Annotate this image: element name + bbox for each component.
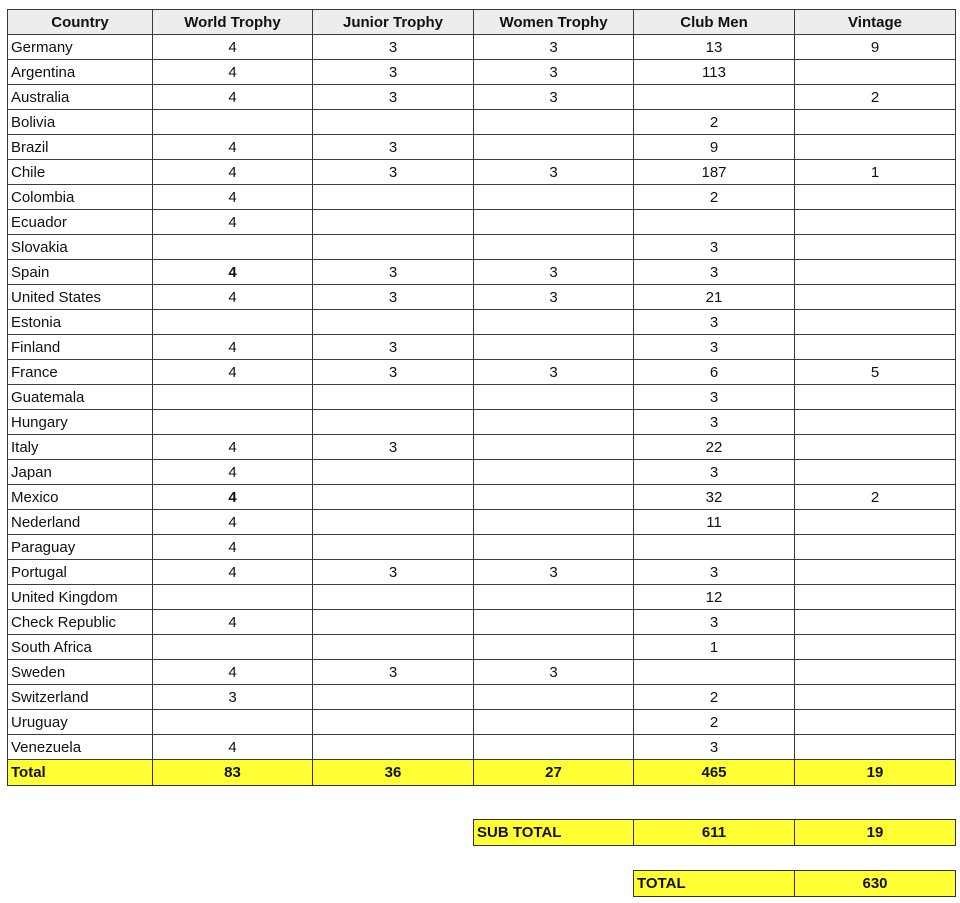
cell-women-trophy [474,385,634,410]
cell-club-men: 22 [634,435,795,460]
cell-country: Chile [8,160,153,185]
table-row [8,660,956,685]
table-row [8,260,956,285]
cell-country: Slovakia [8,235,153,260]
cell-country: Check Republic [8,610,153,635]
cell-world-trophy [153,310,313,335]
subtotal-club-men: 611 [634,820,795,846]
cell-club-men: 13 [634,35,795,60]
cell-women-trophy: 3 [474,660,634,685]
cell-world-trophy: 4 [153,660,313,685]
cell-vintage: 1 [795,160,956,185]
table-row [8,310,956,335]
cell-junior-trophy [313,485,474,510]
cell-junior-trophy: 3 [313,435,474,460]
cell-world-trophy: 4 [153,285,313,310]
table-row [8,35,956,60]
total-club-men: 465 [634,760,795,786]
cell-country: Finland [8,335,153,360]
cell-junior-trophy [313,735,474,760]
cell-country: Australia [8,85,153,110]
cell-country: Spain [8,260,153,285]
table-row [8,210,956,235]
cell-junior-trophy: 3 [313,135,474,160]
cell-club-men [634,210,795,235]
cell-country: Colombia [8,185,153,210]
table-row [8,510,956,535]
table-row [8,710,956,735]
cell-vintage [795,635,956,660]
cell-country: Portugal [8,560,153,585]
table-row [8,110,956,135]
cell-country: Venezuela [8,735,153,760]
cell-world-trophy: 4 [153,60,313,85]
grand-total-label: TOTAL [634,871,795,897]
table-row [8,460,956,485]
cell-women-trophy [474,185,634,210]
cell-junior-trophy [313,635,474,660]
table-row [8,160,956,185]
cell-junior-trophy: 3 [313,360,474,385]
table-row [8,60,956,85]
cell-women-trophy [474,335,634,360]
cell-country: Ecuador [8,210,153,235]
cell-junior-trophy: 3 [313,85,474,110]
cell-women-trophy [474,735,634,760]
cell-vintage [795,385,956,410]
total-vintage: 19 [795,760,956,786]
cell-women-trophy: 3 [474,35,634,60]
cell-junior-trophy: 3 [313,260,474,285]
subtotal-vintage: 19 [795,820,956,846]
cell-club-men: 3 [634,260,795,285]
cell-club-men: 3 [634,610,795,635]
cell-vintage: 2 [795,485,956,510]
cell-women-trophy [474,635,634,660]
cell-country: United Kingdom [8,585,153,610]
cell-women-trophy [474,435,634,460]
total-junior-trophy: 36 [313,760,474,786]
cell-world-trophy [153,410,313,435]
cell-vintage [795,510,956,535]
cell-world-trophy: 4 [153,610,313,635]
cell-vintage [795,335,956,360]
cell-junior-trophy: 3 [313,560,474,585]
cell-club-men [634,660,795,685]
table-row [8,435,956,460]
cell-junior-trophy: 3 [313,160,474,185]
cell-junior-trophy [313,410,474,435]
cell-country: Mexico [8,485,153,510]
cell-club-men: 11 [634,510,795,535]
cell-women-trophy [474,235,634,260]
table-row [8,360,956,385]
subtotal-row [474,820,956,846]
cell-club-men: 3 [634,385,795,410]
table-row [8,285,956,310]
subtotal-label: SUB TOTAL [474,820,634,846]
header-club-men: Club Men [634,10,795,35]
cell-vintage: 5 [795,360,956,385]
cell-country: Paraguay [8,535,153,560]
cell-country: Japan [8,460,153,485]
cell-club-men: 3 [634,735,795,760]
cell-vintage [795,560,956,585]
table-row [8,635,956,660]
cell-world-trophy: 4 [153,735,313,760]
cell-women-trophy: 3 [474,285,634,310]
cell-country: Bolivia [8,110,153,135]
header-country: Country [8,10,153,35]
cell-world-trophy: 4 [153,335,313,360]
cell-women-trophy [474,685,634,710]
cell-world-trophy: 4 [153,360,313,385]
cell-world-trophy [153,235,313,260]
cell-club-men: 2 [634,685,795,710]
cell-club-men: 3 [634,410,795,435]
cell-junior-trophy [313,710,474,735]
cell-women-trophy: 3 [474,160,634,185]
cell-junior-trophy [313,385,474,410]
cell-women-trophy [474,535,634,560]
cell-country: Nederland [8,510,153,535]
cell-world-trophy: 4 [153,35,313,60]
table-row [8,485,956,510]
table-row [8,235,956,260]
cell-world-trophy: 4 [153,160,313,185]
cell-women-trophy [474,710,634,735]
cell-world-trophy: 4 [153,435,313,460]
cell-world-trophy: 4 [153,535,313,560]
cell-club-men: 3 [634,235,795,260]
cell-junior-trophy [313,460,474,485]
cell-world-trophy [153,585,313,610]
table-row [8,335,956,360]
cell-club-men [634,85,795,110]
cell-country: Guatemala [8,385,153,410]
cell-country: Hungary [8,410,153,435]
cell-junior-trophy [313,585,474,610]
cell-country: France [8,360,153,385]
cell-world-trophy: 4 [153,85,313,110]
cell-vintage [795,710,956,735]
cell-junior-trophy [313,185,474,210]
cell-women-trophy: 3 [474,360,634,385]
cell-club-men: 1 [634,635,795,660]
cell-country: Germany [8,35,153,60]
table-row [8,135,956,160]
total-women-trophy: 27 [474,760,634,786]
cell-world-trophy [153,110,313,135]
cell-women-trophy [474,110,634,135]
cell-world-trophy: 4 [153,210,313,235]
cell-junior-trophy [313,510,474,535]
cell-women-trophy [474,610,634,635]
cell-world-trophy: 4 [153,185,313,210]
cell-club-men: 3 [634,460,795,485]
cell-women-trophy: 3 [474,560,634,585]
participation-table [7,9,956,786]
cell-junior-trophy [313,110,474,135]
cell-vintage [795,210,956,235]
table-row [8,610,956,635]
cell-club-men: 2 [634,110,795,135]
cell-club-men: 12 [634,585,795,610]
cell-club-men: 3 [634,560,795,585]
cell-junior-trophy [313,310,474,335]
cell-junior-trophy [313,210,474,235]
cell-country: Uruguay [8,710,153,735]
cell-world-trophy [153,385,313,410]
cell-club-men: 6 [634,360,795,385]
cell-club-men: 9 [634,135,795,160]
total-world-trophy: 83 [153,760,313,786]
cell-club-men: 2 [634,185,795,210]
table-row [8,185,956,210]
cell-country: Italy [8,435,153,460]
cell-women-trophy [474,510,634,535]
cell-women-trophy [474,135,634,160]
cell-country: United States [8,285,153,310]
cell-vintage [795,435,956,460]
cell-vintage [795,735,956,760]
cell-vintage [795,460,956,485]
total-row [8,760,956,786]
cell-junior-trophy: 3 [313,60,474,85]
cell-vintage [795,410,956,435]
header-women-trophy: Women Trophy [474,10,634,35]
cell-country: Switzerland [8,685,153,710]
cell-vintage [795,535,956,560]
cell-junior-trophy [313,535,474,560]
cell-junior-trophy: 3 [313,660,474,685]
cell-country: Brazil [8,135,153,160]
table-row [8,85,956,110]
cell-women-trophy: 3 [474,60,634,85]
cell-country: South Africa [8,635,153,660]
cell-club-men [634,535,795,560]
cell-club-men: 21 [634,285,795,310]
cell-women-trophy [474,310,634,335]
cell-vintage [795,285,956,310]
header-vintage: Vintage [795,10,956,35]
cell-club-men: 187 [634,160,795,185]
cell-club-men: 2 [634,710,795,735]
cell-women-trophy [474,210,634,235]
cell-women-trophy: 3 [474,260,634,285]
cell-world-trophy: 4 [153,135,313,160]
cell-vintage [795,135,956,160]
cell-club-men: 32 [634,485,795,510]
cell-vintage [795,185,956,210]
cell-world-trophy: 4 [153,560,313,585]
table-row [8,585,956,610]
cell-junior-trophy [313,610,474,635]
header-world-trophy: World Trophy [153,10,313,35]
cell-vintage [795,685,956,710]
cell-junior-trophy: 3 [313,35,474,60]
cell-vintage [795,310,956,335]
cell-women-trophy [474,460,634,485]
table-row [8,410,956,435]
cell-vintage [795,235,956,260]
cell-vintage [795,660,956,685]
cell-world-trophy: 3 [153,685,313,710]
cell-women-trophy [474,485,634,510]
cell-junior-trophy: 3 [313,285,474,310]
cell-women-trophy [474,585,634,610]
cell-country: Sweden [8,660,153,685]
cell-vintage: 9 [795,35,956,60]
cell-vintage [795,110,956,135]
cell-world-trophy: 4 [153,510,313,535]
cell-women-trophy: 3 [474,85,634,110]
cell-junior-trophy [313,685,474,710]
cell-world-trophy [153,710,313,735]
table-row [8,535,956,560]
cell-club-men: 113 [634,60,795,85]
cell-women-trophy [474,410,634,435]
cell-world-trophy: 4 [153,260,313,285]
cell-world-trophy [153,635,313,660]
grand-total-value: 630 [795,871,956,897]
header-junior-trophy: Junior Trophy [313,10,474,35]
cell-vintage [795,60,956,85]
table-row [8,560,956,585]
table-body [8,35,956,760]
table-row [8,685,956,710]
cell-vintage: 2 [795,85,956,110]
cell-country: Argentina [8,60,153,85]
cell-vintage [795,585,956,610]
cell-world-trophy: 4 [153,460,313,485]
cell-world-trophy: 4 [153,485,313,510]
total-label: Total [8,760,153,786]
cell-junior-trophy [313,235,474,260]
cell-country: Estonia [8,310,153,335]
grand-total-row [634,871,956,897]
header-row [8,10,956,35]
cell-vintage [795,260,956,285]
table-row [8,385,956,410]
cell-vintage [795,610,956,635]
grand-total-table [633,870,956,897]
subtotal-table [473,819,956,846]
cell-junior-trophy: 3 [313,335,474,360]
cell-club-men: 3 [634,335,795,360]
table-row [8,735,956,760]
cell-club-men: 3 [634,310,795,335]
